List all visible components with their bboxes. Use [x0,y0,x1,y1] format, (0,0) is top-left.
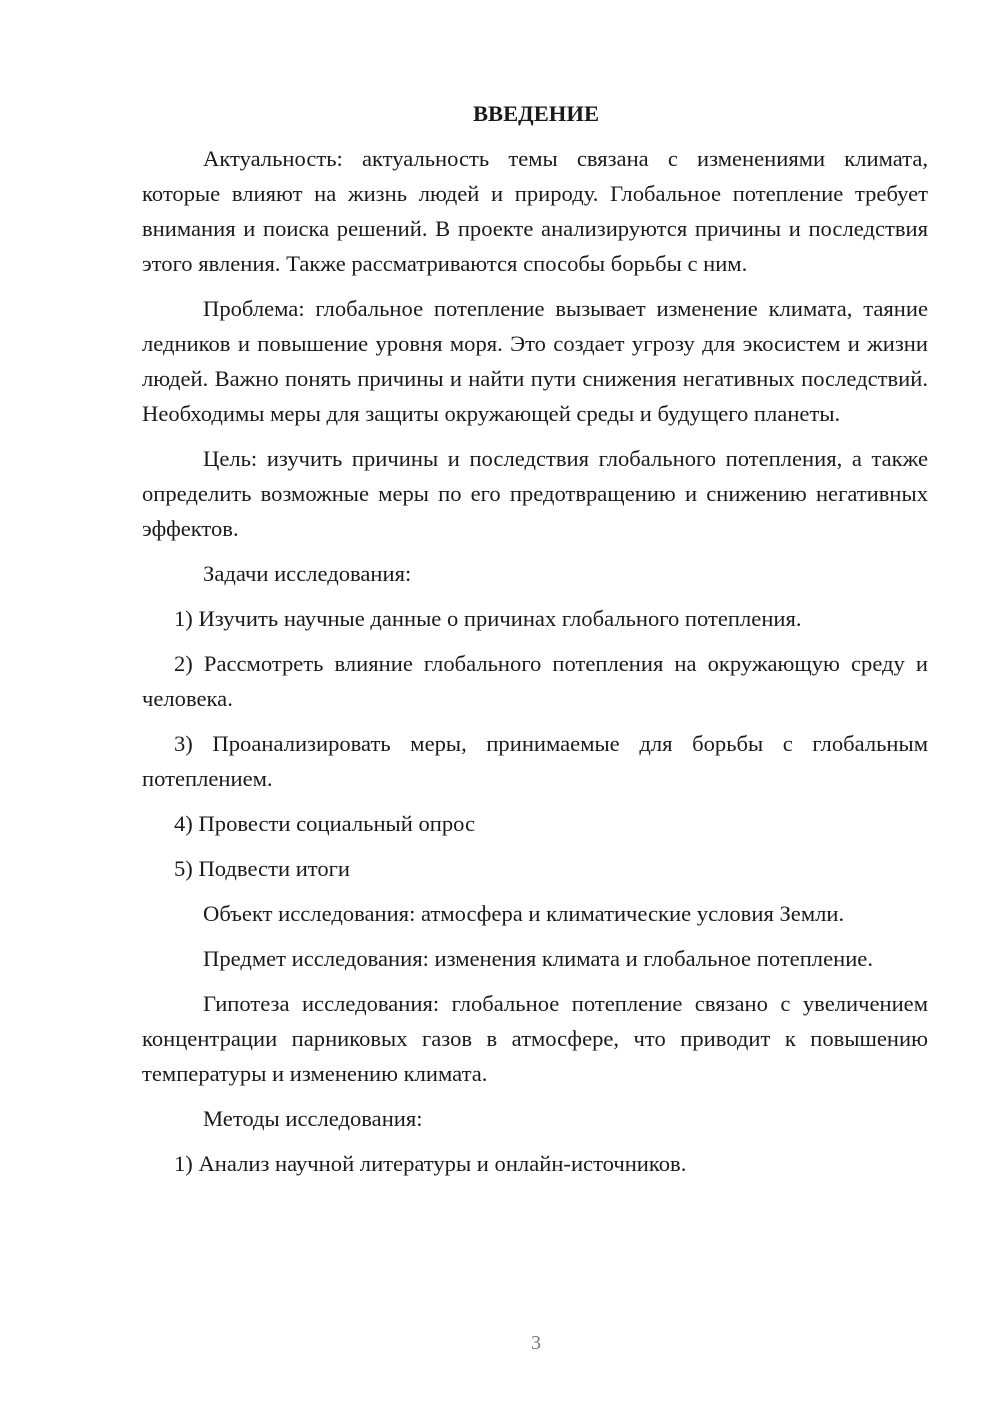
problem-paragraph: Проблема: глобальное потепление вызывает изменение климата, таяние ледников и повышение уровня моря. Это создает угрозу для экосистем и жизни людей. Важно понять причины и найти пути снижения негативных последствий. Необходимы меры для защиты окружающей среды и будущего планеты. [142,296,928,426]
task-item-4: 4) Провести социальный опрос [174,811,476,836]
page-number: 3 [531,1332,541,1354]
subject-paragraph: Предмет исследования: изменения климата и глобальное потепление. [203,946,873,971]
hypothesis-paragraph: Гипотеза исследования: глобальное потепление связано с увеличением концентрации парниковых газов в атмосфере, что приводит к повышению температуры и изменению климата. [142,991,928,1086]
tasks-heading: Задачи исследования: [203,561,412,586]
task-item-3: 3) Проанализировать меры, принимаемые для борьбы с глобальным потеплением. [142,731,928,791]
page-content [142,96,928,1191]
task-item-5: 5) Подвести итоги [174,856,351,881]
method-item-1: 1) Анализ научной литературы и онлайн-источников. [174,1151,687,1176]
task-item-2: 2) Рассмотреть влияние глобального потепления на окружающую среду и человека. [142,651,928,711]
section-title: ВВЕДЕНИЕ [472,101,600,126]
relevance-paragraph: Актуальность: актуальность темы связана с изменениями климата, которые влияют на жизнь людей и природу. Глобальное потепление требует внимания и поиска решений. В проекте анализируются причины и последствия этого явления. Также рассматриваются способы борьбы с ним. [142,146,928,276]
methods-heading: Методы исследования: [203,1106,423,1131]
object-paragraph: Объект исследования: атмосфера и климатические условия Земли. [203,901,845,926]
goal-paragraph: Цель: изучить причины и последствия глобального потепления, а также определить возможные меры по его предотвращению и снижению негативных эффектов. [142,446,928,541]
task-item-1: 1) Изучить научные данные о причинах глобального потепления. [174,606,802,631]
